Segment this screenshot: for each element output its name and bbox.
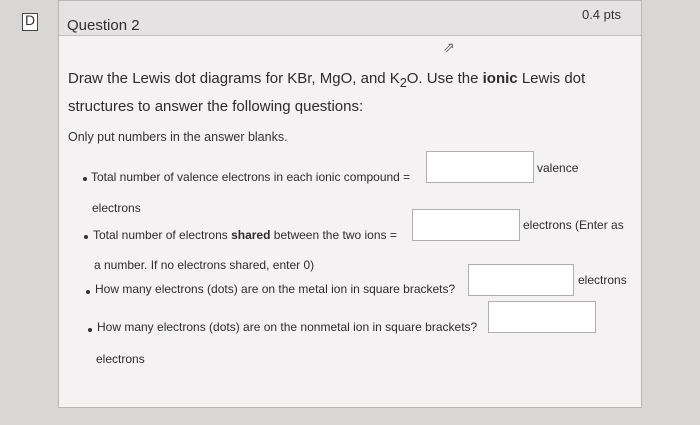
question-card — [58, 0, 642, 408]
instruction-text: Only put numbers in the answer blanks. — [68, 130, 288, 144]
mouse-cursor-icon: ⇗ — [443, 39, 455, 55]
question-header — [59, 1, 641, 36]
shared-electrons-input[interactable] — [412, 209, 520, 241]
item-1-continuation: electrons — [92, 201, 141, 215]
bullet-icon — [83, 177, 87, 181]
question-prompt: Draw the Lewis dot diagrams for KBr, MgO, and $K_2O$. Use the ionic Lewis dot structures to answer the following questions: — [68, 70, 586, 115]
item-3-unit: electrons — [578, 273, 627, 287]
item-4-label: How many electrons (dots) are on the nonmetal ion in square brackets? — [97, 320, 478, 334]
bookmark-flag-icon[interactable]: D — [22, 13, 38, 31]
item-1-label: Total number of valence electrons in each ionic compound = — [91, 170, 411, 184]
nonmetal-ion-electrons-input[interactable] — [488, 301, 596, 333]
bullet-icon — [88, 328, 92, 332]
item-4-continuation: electrons — [96, 352, 145, 366]
item-2-unit: electrons (Enter as — [523, 218, 624, 232]
item-3-label: How many electrons (dots) are on the metal ion in square brackets? — [95, 282, 456, 296]
item-2-continuation: a number. If no electrons shared, enter 0) — [94, 258, 315, 272]
item-1-unit: valence — [537, 161, 579, 175]
item-2-label: Total number of electrons shared between the two ions = — [93, 228, 397, 242]
bullet-icon — [84, 235, 88, 239]
question-title: Question 2 — [67, 17, 140, 34]
bullet-icon — [86, 290, 90, 294]
question-points: 0.4 pts — [581, 7, 621, 22]
metal-ion-electrons-input[interactable] — [468, 264, 574, 296]
valence-electrons-input[interactable] — [426, 151, 534, 183]
